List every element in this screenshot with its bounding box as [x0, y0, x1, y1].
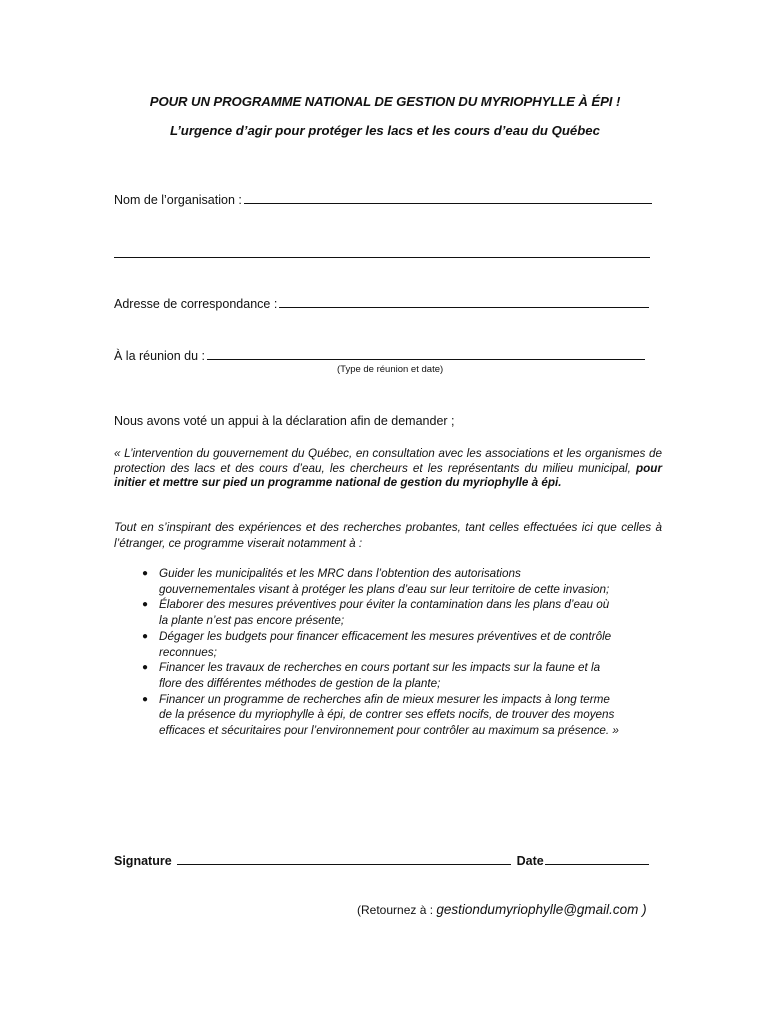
intro-text: Nous avons voté un appui à la déclaration afin de demander ; [114, 414, 455, 428]
list-item-text: Dégager les budgets pour financer efficacement les mesures préventives et de contrôle reconnues; [159, 629, 612, 659]
organisation-field [114, 192, 652, 207]
list-item-text: Élaborer des mesures préventives pour éviter la contamination dans les plans d’eau où la plante n’est pas encore présente; [159, 598, 610, 628]
list-item [140, 629, 620, 660]
organisation-continuation-line[interactable] [114, 246, 650, 258]
date-input-line[interactable] [545, 853, 649, 865]
document-subtitle: L’urgence d’agir pour protéger les lacs et les cours d’eau du Québec [170, 123, 600, 138]
list-item-text: Guider les municipalités et les MRC dans l’obtention des autorisations gouvernementales visant à protéger les plans d’eau sur leur territoire de cette invasion; [159, 567, 610, 596]
bullet-icon: ● [142, 630, 149, 642]
return-email-link[interactable]: gestiondumyriophylle@gmail.com ) [436, 902, 647, 917]
address-label: Adresse de correspondance : [114, 297, 278, 311]
bullet-icon: ● [142, 662, 149, 674]
list-item [140, 660, 620, 691]
address-field [114, 296, 649, 311]
document-title: POUR UN PROGRAMME NATIONAL DE GESTION DU MYRIOPHYLLE À ÉPI ! [149, 94, 621, 109]
return-note [357, 902, 647, 917]
signature-row [114, 853, 649, 868]
list-item [140, 566, 620, 597]
organisation-continuation-field [114, 246, 650, 258]
bullet-icon: ● [142, 599, 149, 611]
meeting-hint: (Type de réunion et date) [337, 364, 444, 375]
bullet-icon: ● [142, 568, 149, 579]
meeting-label: À la réunion du : [114, 349, 206, 363]
signature-input-line[interactable] [177, 853, 511, 865]
bullet-icon: ● [142, 693, 149, 705]
organisation-label: Nom de l’organisation : [114, 193, 242, 207]
program-paragraph: Tout en s’inspirant des expériences et des recherches probantes, tant celles effectuées ici que celles à l’étranger, ce programme viserait notamment à : [114, 521, 662, 550]
list-item [140, 597, 620, 628]
quote-bold-text: pour initier et mettre sur pied un programme national de gestion du myriophylle à épi. [114, 461, 662, 490]
date-label: Date [516, 854, 544, 868]
quote-text: « L’intervention du gouvernement du Québec, en consultation avec les associations et les organismes de protection des lacs et des cours d’eau, les chercheurs et les représentants du milieu municipal, [114, 447, 662, 475]
organisation-input-line[interactable] [244, 192, 652, 204]
objectives-list [140, 566, 620, 739]
meeting-input-line[interactable] [207, 348, 645, 360]
list-item-text: Financer un programme de recherches afin de mieux mesurer les impacts à long terme de la présence du myriophylle à épi, de contrer ses effets nocifs, de trouver des moyens efficaces et sécuritaires pour l’environnement pour contrôler au maximum sa présence. » [159, 692, 619, 738]
meeting-field [114, 348, 645, 363]
list-item-text: Financer les travaux de recherches en cours portant sur les impacts sur la faune et la flore des différentes méthodes de gestion de la plante; [159, 661, 601, 690]
list-item [140, 692, 620, 739]
signature-label: Signature [114, 854, 172, 868]
address-input-line[interactable] [279, 296, 649, 308]
declaration-quote [114, 447, 662, 491]
return-label: (Retournez à : [357, 903, 434, 917]
